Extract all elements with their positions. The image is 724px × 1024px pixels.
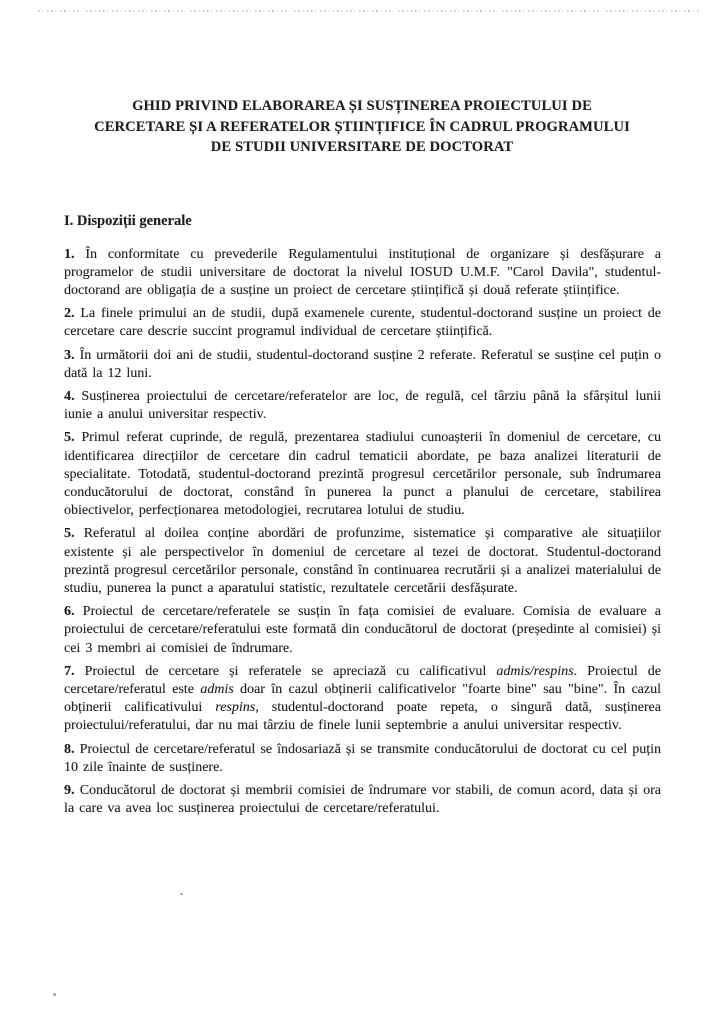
text-segment: , studentul-doctorand poate repeta, o singură dată, susținerea proiectului/referatului, dar nu mai târziu de finele lunii septembrie a anului universitar respectiv. xyxy=(64,700,661,734)
paragraph-number: 3. xyxy=(64,347,80,363)
paragraph-number: 4. xyxy=(64,388,82,404)
document-title xyxy=(60,96,664,158)
paragraph-number: 8. xyxy=(64,741,80,757)
paragraph xyxy=(64,388,661,424)
text-segment: La finele primului an de studii, după examenele curente, studentul-doctorand susține un proiect de cercetare care descrie succint programul individual de cercetare științifică. xyxy=(64,306,662,340)
text-segment: . Proiectul de cercetare/referatul este xyxy=(64,663,662,697)
text-segment: Susținerea proiectului de cercetare/referatelor are loc, de regulă, cel târziu până la sfârșitul lunii iunie a anului universitar respectiv. xyxy=(64,388,662,423)
paragraph-number: 7. xyxy=(64,663,85,679)
text-segment: Conducătorul de doctorat și membrii comisiei de îndrumare vor stabili, de comun acord, data și ora la care va avea loc susținerea proiectului de cercetare/referatului. xyxy=(64,782,661,817)
paragraph-number: 9. xyxy=(64,782,80,798)
paragraph xyxy=(64,782,661,818)
section-heading: I. Dispoziții generale xyxy=(64,212,192,229)
paragraph xyxy=(64,347,661,383)
scan-speck xyxy=(53,993,56,996)
paragraph-number: 1. xyxy=(64,246,86,262)
paragraph-number: 6. xyxy=(64,604,83,620)
paragraph-number: 2. xyxy=(64,306,81,322)
paragraph xyxy=(64,663,661,736)
paragraph xyxy=(64,741,661,777)
italic-text-segment: admis xyxy=(200,681,234,697)
paragraph-number: 5. xyxy=(64,526,84,542)
scan-speck xyxy=(180,893,183,895)
text-segment: Proiectul de cercetare și referatele se apreciază cu calificativul xyxy=(84,663,497,679)
paragraph xyxy=(64,429,661,520)
title-line: GHID PRIVIND ELABORAREA ȘI SUSȚINEREA PROIECTULUI DE xyxy=(132,98,592,114)
text-segment: doar în cazul obținerii calificativelor "foarte bine" sau "bine". În cazul obținerii calificativului xyxy=(64,681,661,716)
paragraph-number: 5. xyxy=(64,430,82,446)
text-segment: În următorii doi ani de studii, studentul-doctorand susține 2 referate. Referatul se susține cel puțin o dată la 12 luni. xyxy=(64,347,661,381)
italic-text-segment: respins xyxy=(215,700,256,716)
scan-noise-line xyxy=(38,10,700,12)
document-body xyxy=(64,246,661,819)
title-line: DE STUDII UNIVERSITARE DE DOCTORAT xyxy=(210,139,514,155)
text-segment: În conformitate cu prevederile Regulamentului instituțional de organizare și desfășurare a programelor de studii universitare de doctorat la nivelul IOSUD U.M.F. "Carol Davila", studentul-doctorand are obligația de a susține un proiect de cercetare științifică și două referate științifice. xyxy=(64,246,662,298)
paragraph xyxy=(64,305,661,341)
text-segment: Proiectul de cercetare/referatul se îndosariază și se transmite conducătorului de doctorat cu cel puțin 10 zile înainte de susținere. xyxy=(64,741,661,775)
text-segment: Primul referat cuprinde, de regulă, prezentarea stadiului cunoașterii în domeniul de cercetare, cu identificarea direcțiilor de cercetare din cadrul tematicii abordate, pe baza analizei literaturii de specialitate. Totodată, studentul-doctorand prezintă progresul cercetărilor personale, sub îndrumarea conducătorului de doctorat, constând în punerea la punct a planului de cercetare, stabilirea obiectivelor, perfecționarea metodologiei, recrutarea lotului de studiu. xyxy=(64,430,661,519)
italic-text-segment: admis/respins xyxy=(496,663,574,679)
text-segment: Referatul al doilea conține abordări de profunzime, sistematice și comparative ale situațiilor existente și ale perspectivelor în domeniul de cercetare al tezei de doctorat. Studentul-doctorand prezintă progresul cercetărilor personale, constând în continuarea recrutării și a analizei materialului de studiu, punerea la punct a aparatului statistic, rezultatele cercetării desfășurate. xyxy=(64,526,661,596)
paragraph xyxy=(64,525,661,598)
paragraph xyxy=(64,603,661,658)
title-line: CERCETARE ȘI A REFERATELOR ȘTIINȚIFICE ÎN CADRUL PROGRAMULUI xyxy=(94,118,630,135)
text-segment: Proiectul de cercetare/referatele se susțin în fața comisiei de evaluare. Comisia de evaluare a proiectului de cercetare/referatului este formată din conducătorul de doctorat (președinte al comisiei) și cei 3 membri ai comisiei de îndrumare. xyxy=(64,604,662,656)
paragraph xyxy=(64,246,661,301)
